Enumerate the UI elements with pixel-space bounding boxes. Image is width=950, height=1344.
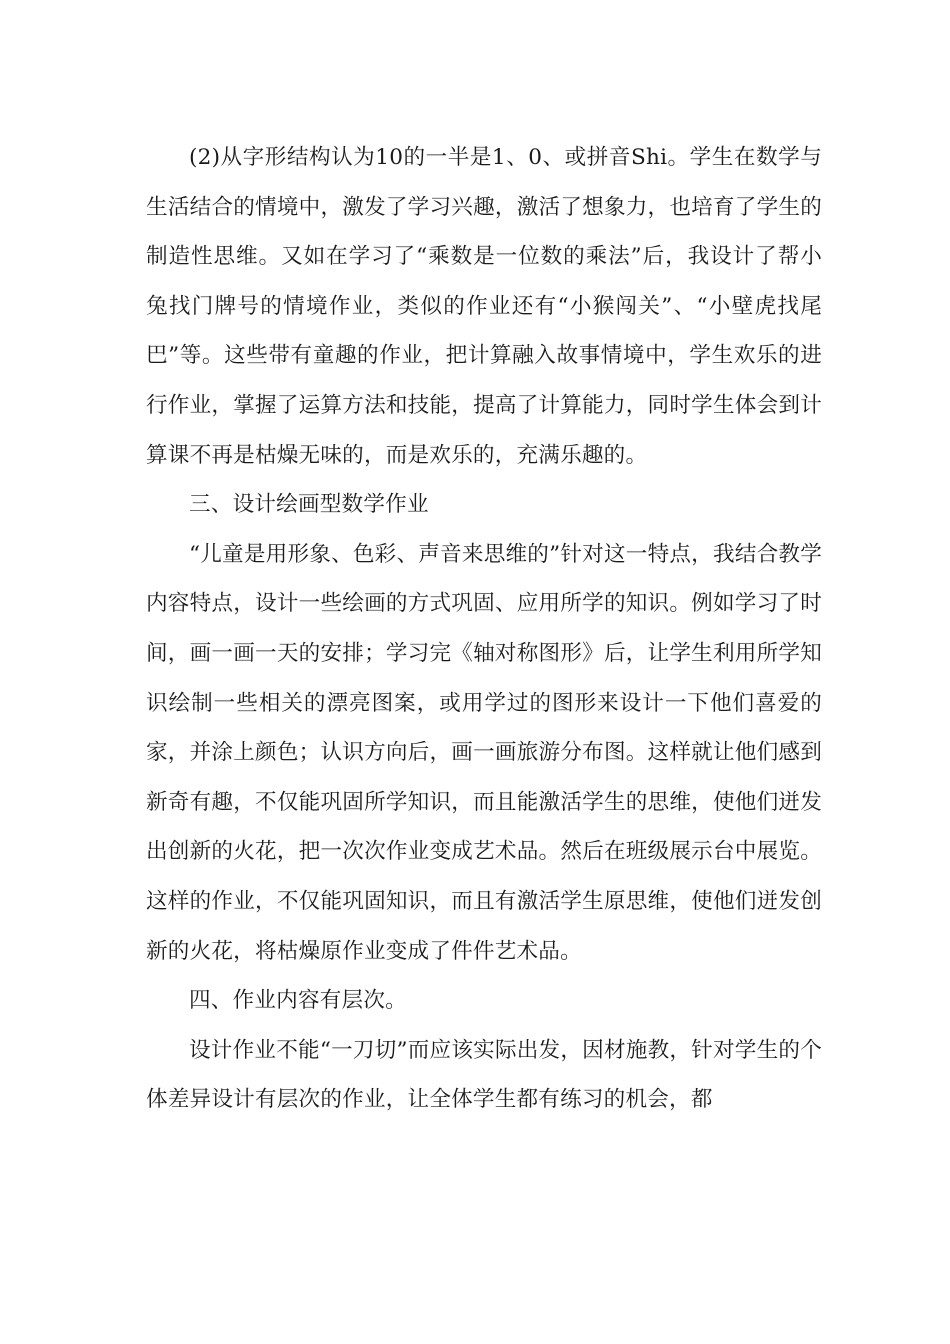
section-heading-layered-homework: 四、作业内容有层次。: [189, 988, 407, 1014]
paragraph-layered-homework: 设计作业不能“一刀切”而应该实际出发，因材施教，针对学生的个体差异设计有层次的作业，让全体学生都有练习的机会，都: [146, 1037, 822, 1113]
section-heading-drawing-homework: 三、设计绘画型数学作业: [189, 492, 429, 518]
document-body: [146, 133, 822, 1125]
paragraph-drawing-homework: “儿童是用形象、色彩、声音来思维的”针对这一特点，我结合教学内容特点，设计一些绘画的方式巩固、应用所学的知识。例如学习了时间，画一画一天的安排；学习完《轴对称图形》后，让学生利用所学知识绘制一些相关的漂亮图案，或用学过的图形来设计一下他们喜爱的家，并涂上颜色；认识方向后，画一画旅游分布图。这样就让他们感到新奇有趣，不仅能巩固所学知识，而且能激活学生的思维，使他们迸发出创新的火花，把一次次作业变成艺术品。然后在班级展示台中展览。这样的作业，不仅能巩固知识，而且有激活学生原思维，使他们迸发创新的火花，将枯燥原作业变成了件件艺术品。: [146, 541, 822, 964]
paragraph-intro-example: (2)从字形结构认为10的一半是1、0、或拼音Shi。学生在数学与生活结合的情境中，激发了学习兴趣，激活了想象力，也培育了学生的制造性思维。又如在学习了“乘数是一位数的乘法”后，我设计了帮小兔找门牌号的情境作业，类似的作业还有“小猴闯关”、“小壁虎找尾巴”等。这些带有童趣的作业，把计算融入故事情境中，学生欢乐的进行作业，掌握了运算方法和技能，提高了计算能力，同时学生体会到计算课不再是枯燥无味的，而是欢乐的，充满乐趣的。: [146, 145, 822, 468]
